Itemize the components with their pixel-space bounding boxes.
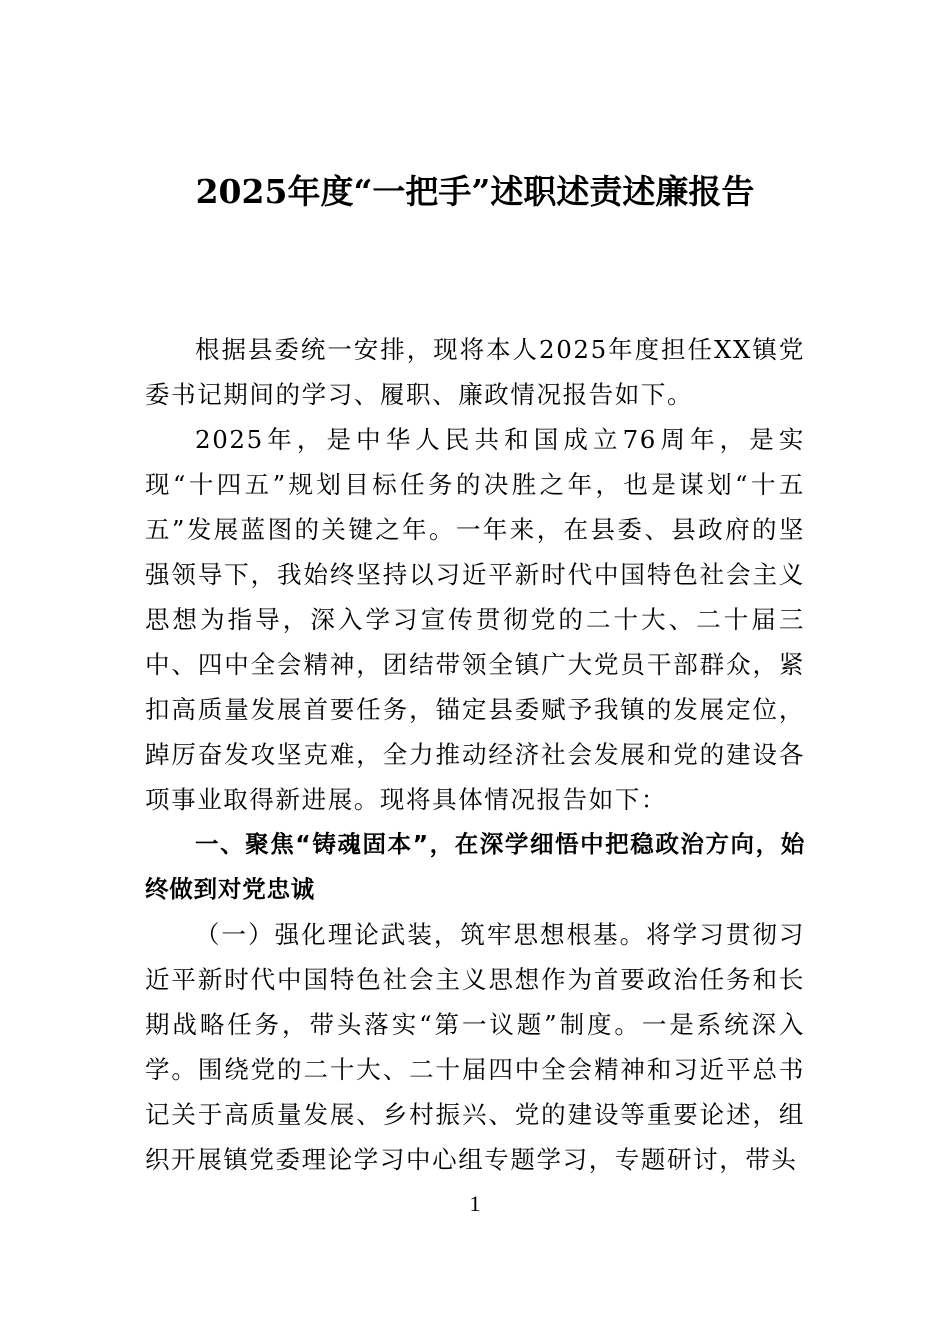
page-number: 1	[469, 1191, 481, 1216]
document-body	[145, 327, 805, 1182]
section-heading-1: 一、聚焦“铸魂固本”，在深学细悟中把稳政治方向，始终做到对党忠诚	[145, 830, 805, 903]
paragraph-overview: 2025年，是中华人民共和国成立76周年，是实现“十四五”规划目标任务的决胜之年，也是谋划“十五五”发展蓝图的关键之年。一年来，在县委、县政府的坚强领导下，我始终坚持以习近平新时代中国特色社会主义思想为指导，深入学习宣传贯彻党的二十大、二十届三中、四中全会精神，团结带领全镇广大党员干部群众，紧扣高质量发展首要任务，锚定县委赋予我镇的发展定位，踔厉奋发攻坚克难，全力推动经济社会发展和党的建设各项事业取得新进展。现将具体情况报告如下：	[145, 425, 805, 814]
paragraph-theory-study: （一）强化理论武装，筑牢思想根基。将学习贯彻习近平新时代中国特色社会主义思想作为首要政治任务和长期战略任务，带头落实“第一议题”制度。一是系统深入学。围绕党的二十大、二十届四中全会精神和习近平总书记关于高质量发展、乡村振兴、党的建设等重要论述，组织开展镇党委理论学习中心组专题学习，专题研讨，带头	[145, 920, 805, 1174]
paragraph-intro: 根据县委统一安排，现将本人2025年度担任XX镇党委书记期间的学习、履职、廉政情况报告如下。	[145, 335, 805, 409]
document-title: 2025年度“一把手”述职述责述廉报告	[195, 172, 755, 211]
